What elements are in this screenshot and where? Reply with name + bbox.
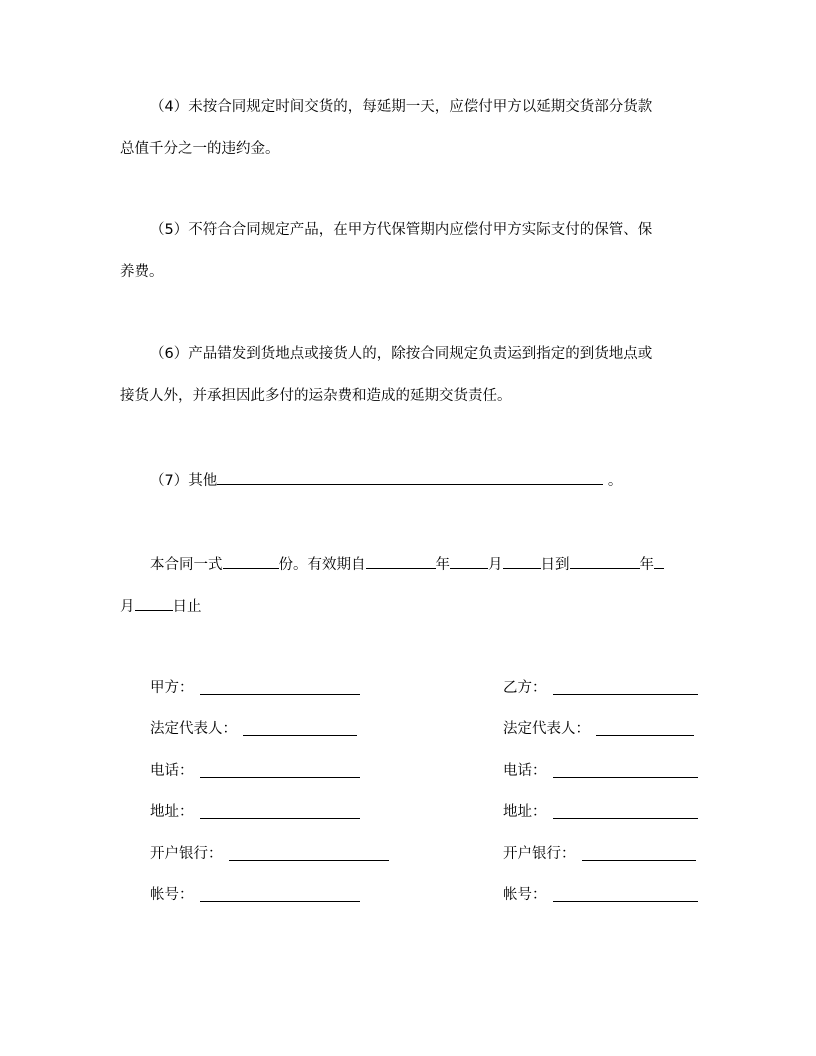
start-day-blank[interactable] [503, 553, 541, 569]
clause-6-line-1: （6）产品错发到货地点或接货人的，除按合同规定负责运到指定的到货地点或 [150, 346, 653, 362]
party-a-bank-field[interactable] [229, 845, 389, 861]
validity-line-2 [120, 595, 202, 617]
party-a-rep-field[interactable] [243, 720, 357, 736]
end-month-label: 月 [120, 599, 135, 615]
clause-7-prefix: （7）其他 [150, 473, 218, 489]
party-a-account-row [150, 885, 360, 905]
party-b-account-field[interactable] [553, 886, 698, 902]
party-b-phone-field[interactable] [553, 762, 698, 778]
end-day-blank[interactable] [135, 595, 173, 611]
party-b-address-label: 地址： [503, 804, 547, 820]
clause-4-line-1: （4）未按合同规定时间交货的，每延期一天，应偿付甲方以延期交货部分货款 [150, 99, 653, 115]
end-day-label: 日止 [172, 599, 202, 615]
party-a-address-label: 地址： [150, 804, 194, 820]
party-b-rep-field[interactable] [596, 720, 694, 736]
party-b-name-label: 乙方： [503, 680, 547, 696]
party-a-account-field[interactable] [200, 886, 360, 902]
party-b-address-field[interactable] [553, 803, 698, 819]
party-a-rep-row [150, 719, 357, 739]
party-b-name-field[interactable] [553, 679, 698, 695]
party-a-address-field[interactable] [200, 803, 360, 819]
party-b-name-row [503, 678, 698, 698]
clause-4-line-2: 总值千分之一的违约金。 [120, 141, 280, 157]
clause-6-line-2: 接货人外，并承担因此多付的运杂费和造成的延期交货责任。 [120, 388, 512, 404]
end-year-label: 年 [639, 557, 654, 573]
start-month-blank[interactable] [450, 553, 488, 569]
start-day-label: 日到 [540, 557, 570, 573]
clause-7-other-blank[interactable] [217, 469, 603, 485]
party-a-name-label: 甲方： [150, 680, 194, 696]
clause-7-line [150, 469, 622, 491]
party-a-name-field[interactable] [200, 679, 360, 695]
party-b-rep-label: 法定代表人： [503, 721, 590, 737]
party-a-phone-label: 电话： [150, 763, 194, 779]
party-a-phone-row [150, 761, 360, 781]
party-a-rep-label: 法定代表人： [150, 721, 237, 737]
party-b-account-label: 帐号： [503, 887, 547, 903]
clause-5-line-2: 养费。 [120, 264, 164, 280]
validity-line-1 [150, 553, 664, 575]
clause-7-suffix: 。 [603, 473, 623, 489]
party-b-bank-field[interactable] [582, 845, 696, 861]
party-a-name-row [150, 678, 360, 698]
validity-from-label: 份。有效期自 [278, 557, 366, 573]
party-a-account-label: 帐号： [150, 887, 194, 903]
start-month-label: 月 [488, 557, 503, 573]
party-a-phone-field[interactable] [200, 762, 360, 778]
party-a-bank-label: 开户银行： [150, 846, 223, 862]
party-b-address-row [503, 802, 698, 822]
party-b-rep-row [503, 719, 694, 739]
copies-blank[interactable] [223, 553, 279, 569]
party-b-bank-row [503, 844, 696, 864]
party-b-bank-label: 开户银行： [503, 846, 576, 862]
clause-5-line-1: （5）不符合合同规定产品，在甲方代保管期内应偿付甲方实际支付的保管、保 [150, 222, 653, 238]
end-year-blank[interactable] [570, 553, 640, 569]
party-b-account-row [503, 885, 698, 905]
party-b-phone-label: 电话： [503, 763, 547, 779]
party-a-address-row [150, 802, 360, 822]
start-year-label: 年 [435, 557, 450, 573]
start-year-blank[interactable] [366, 553, 436, 569]
party-b-phone-row [503, 761, 698, 781]
party-a-bank-row [150, 844, 389, 864]
validity-copies-label: 本合同一式 [150, 557, 223, 573]
end-month-blank-tail[interactable] [654, 553, 664, 569]
